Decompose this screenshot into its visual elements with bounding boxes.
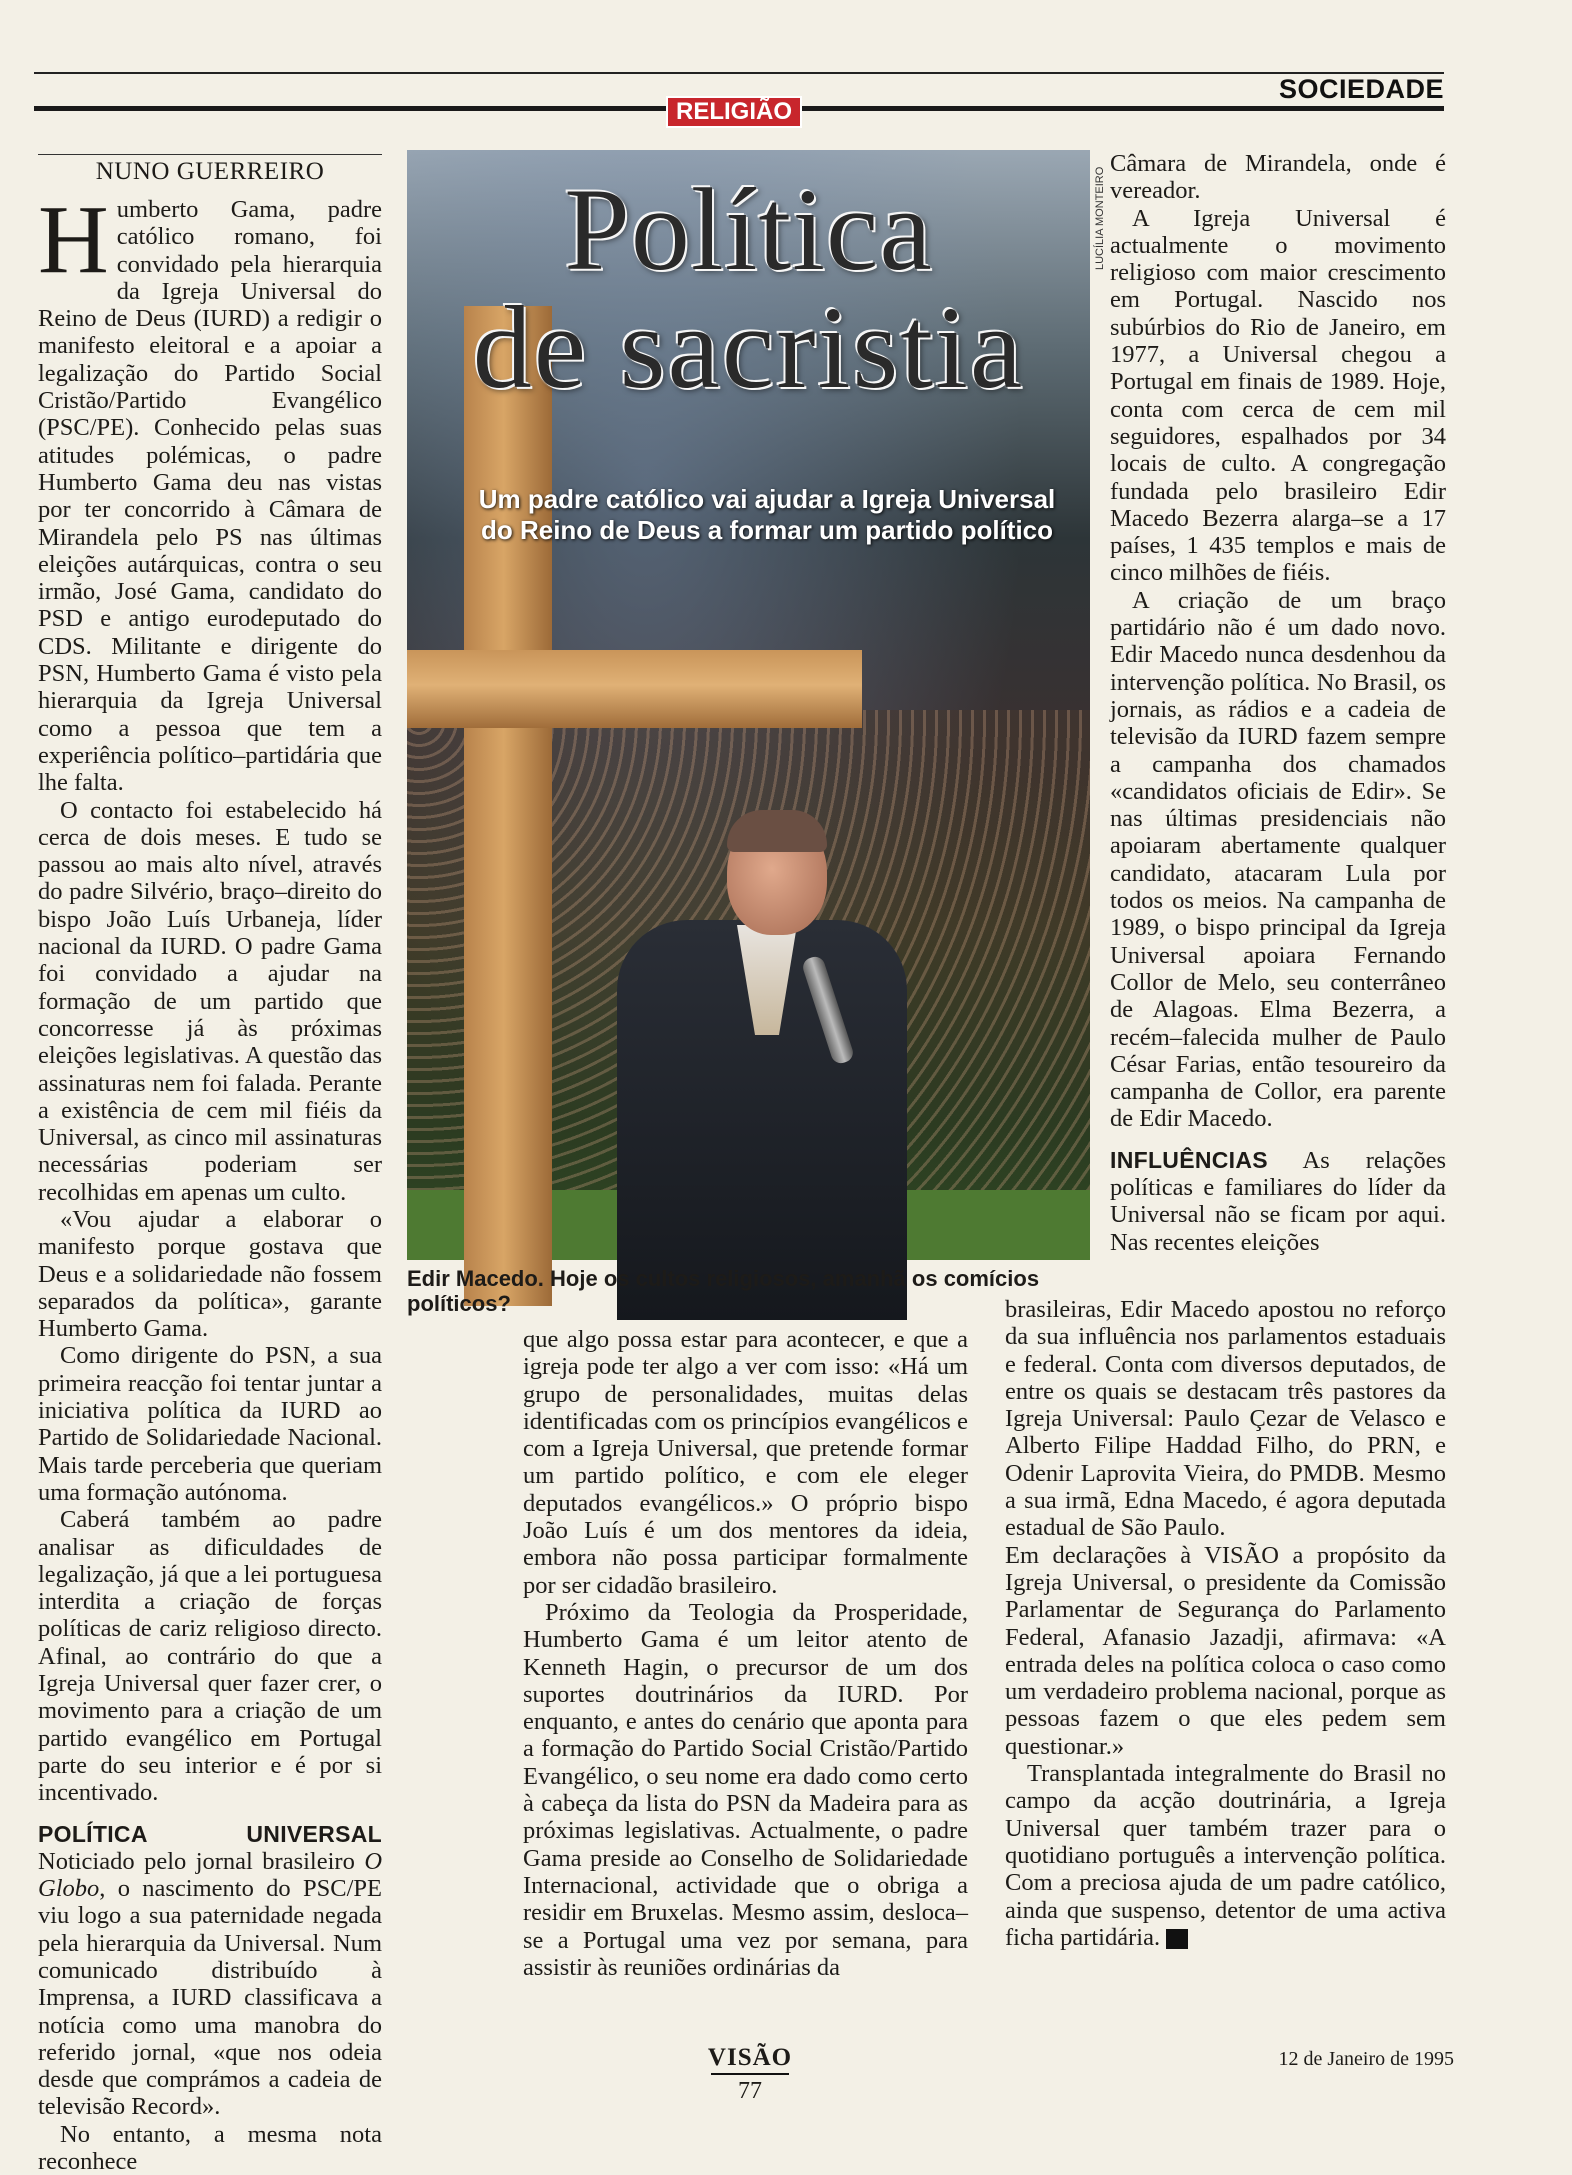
article-column-middle [523,1326,968,1981]
cross-beam [407,650,862,728]
article-column-right-bottom [1005,1296,1446,1951]
paragraph: A Igreja Universal é actualmente o movimento religioso com maior crescimento em Portugal. Nascido nos subúrbios do Rio de Janeiro, em 1977, a Universal chegou a Portugal em finais de 1989. Hoje, conta com cerca de cem mil seguidores, espalhados por 34 locais de culto. A congregação fundada pelo brasileiro Edir Macedo Bezerra alarga–se a 17 países, 1 435 templos e mais de cinco milhões de fiéis. [1110,204,1446,587]
speaker-hair [727,810,827,852]
end-mark-icon: V [1166,1929,1188,1949]
drop-cap: H [38,186,109,294]
photo-caption: Edir Macedo. Hoje os cultos religiosos, amanhã os comícios políticos? [407,1266,1040,1316]
page-number: 77 [738,2078,762,2104]
top-rule [34,72,1444,74]
paragraph: Como dirigente do PSN, a sua primeira reacção foi tentar juntar a iniciativa política da IURD ao Partido de Solidariedade Nacional. Mais tarde perceberia que queriam uma formação autónoma. [38,1342,382,1506]
paragraph: A criação de um braço partidário não é um dado novo. Edir Macedo nunca desdenhou da intervenção política. No Brasil, os jornais, as rádios e a cadeia de televisão da IURD fazem sempre a campanha dos chamados «candidatos oficiais de Edir». Se nas últimas presidenciais não apoiaram abertamente qualquer candidato, atacaram Lula por todos os meios. Na campanha de 1989, o bispo principal da Igreja Universal apoiara Fernando Collor de Melo, seu conterrâneo de Alagoas. Elma Bezerra, a recém–falecida mulher de Paulo César Farias, então tesoureiro da campanha de Collor, era parente de Edir Macedo. [1110,586,1446,1133]
logo-rule [711,2073,789,2075]
issue-date: 12 de Janeiro de 1995 [1278,2048,1454,2070]
paragraph: Em declarações à VISÃO a propósito da Igreja Universal, o presidente da Comissão Parlamentar de Segurança do Parlamento Federal, Afanasio Jazadji, afirmava: «A entrada deles na política coloca o caso como um verdadeiro problema nacional, porque as pessoas fazem o que eles pedem sem questionar.» [1005,1541,1446,1760]
magazine-logo: VISÃO [707,2044,793,2071]
paragraph: O contacto foi estabelecido há cerca de dois meses. E tudo se passou ao mais alto nível, através do padre Silvério, braço–direito do bispo João Luís Urbaneja, líder nacional da IURD. O padre Gama foi convidado a ajudar na formação de um partido que concorresse já às próximas eleições legislativas. A questão das assinaturas nem foi falada. Perante a existência de cem mil fiéis da Universal, as cinco mil assinaturas necessárias poderiam ser recolhidas em apenas um culto. [38,796,382,1206]
byline-rule [38,154,382,155]
cross-icon [464,306,552,1306]
paragraph: «Vou ajudar a elaborar o manifesto porque gostava que Deus e a solidariedade não fossem separados da política», garante Humberto Gama. [38,1205,382,1343]
paragraph: Transplantada integralmente do Brasil no campo da acção doutrinária, a Igreja Universal quer também trazer para o quotidiano português a intervenção política. Com a preciosa ajuda de um padre católico, ainda que suspenso, detentor de uma activa ficha partidária. V [1005,1760,1446,1951]
headline-deck: Um padre católico vai ajudar a Igreja Universal do Reino de Deus a formar um partido político [478,484,1056,545]
paragraph: Humberto Gama, padre católico romano, foi convidado pela hierarquia da Igreja Universal do Reino de Deus (IURD) a redigir o manifesto eleitoral e a apoiar a legalização do Partido Social Cristão/Partido Evangélico (PSC/PE). Conhecido pelas suas atitudes polémicas, o padre Humberto Gama deu nas vistas por ter concorrido à Câmara de Mirandela pelo PS nas últimas eleições autárquicas, contra o seu irmão, José Gama, candidato do PSD e antigo eurodeputado do CDS. Militante e dirigente do PSN, Humberto Gama é visto pela hierarquia da Igreja Universal como a pessoa que tem a experiência político–partidária que lhe falta. [38,186,382,797]
paragraph: POLÍTICA UNIVERSAL Noticiado pelo jornal brasileiro O Globo, o nascimento do PSC/PE viu logo a sua paternidade negada pela hierarquia da Universal. Num comunicado distribuído à Imprensa, a IURD classificava a notícia como uma manobra do referido jornal, «que nos odeia desde que comprámos a cadeia de televisão Record». [38,1820,383,2121]
paragraph: Próximo da Teologia da Prosperidade, Humberto Gama é um leitor atento de Kenneth Hagin, o precursor de um dos suportes doutrinários da IURD. Por enquanto, e antes do cenário que aponta para a formação do Partido Social Cristão/Partido Evangélico, o seu nome era dado como certo à cabeça da lista do PSN da Madeira para as próximas legislativas. Actualmente, o padre Gama preside ao Conselho de Solidariedade Internacional, actividade que o obriga a residir em Bruxelas. Mesmo assim, desloca–se a Portugal uma vez por semana, para assistir às reuniões ordinárias da [523,1598,968,1981]
subhead: POLÍTICA UNIVERSAL [38,1820,382,1847]
headline-line-2: de sacristia [472,282,1025,413]
subhead: INFLUÊNCIAS [1110,1146,1268,1173]
paragraph: que algo possa estar para acontecer, e que a igreja pode ter algo a ver com isso: «Há um grupo de personalidades, muitas delas identificadas com os princípios evangélicos e com a Igreja Universal, que pretende formar um partido político, e com ele eleger deputados evangélicos.» O próprio bispo João Luís é um dos mentores da ideia, embora não possa participar formalmente por ser cidadão brasileiro. [523,1326,968,1599]
paragraph: Caberá também ao padre analisar as dificuldades de legalização, já que a lei portuguesa interdita a criação de forças políticas de cariz religioso directo. Afinal, ao contrário do que a Igreja Universal quer fazer crer, o movimento para a criação de um partido evangélico em Portugal parte do seu interior e é por si incentivado. [38,1506,382,1807]
lead-photo [407,150,1090,1260]
byline: NUNO GUERREIRO [95,158,325,185]
photo-credit: LUCÍLIA MONTEIRO [1094,166,1106,270]
article-column-right-top [1110,150,1446,1256]
paragraph: No entanto, a mesma nota reconhece [38,2120,382,2175]
topic-tag: RELIGIÃO [666,96,802,128]
section-label: SOCIEDADE [1278,74,1444,104]
paragraph: INFLUÊNCIAS As relações políticas e familiares do líder da Universal não se ficam por aqui. Nas recentes eleições [1110,1146,1446,1256]
headline-line-1: Política [564,164,933,295]
article-column-left [38,186,383,2175]
paragraph: Câmara de Mirandela, onde é vereador. [1110,150,1446,205]
paragraph: brasileiras, Edir Macedo apostou no reforço da sua influência nos parlamentos estaduais e federal. Conta com diversos deputados, de entre os quais se destacam três pastores da Igreja Universal: Paulo Çezar de Velasco e Alberto Filipe Haddad Filho, do PRN, e Odenir Laprovita Vieira, do PMDB. Mesmo a sua irmã, Edna Macedo, é agora deputada estadual de São Paulo. [1005,1296,1446,1542]
